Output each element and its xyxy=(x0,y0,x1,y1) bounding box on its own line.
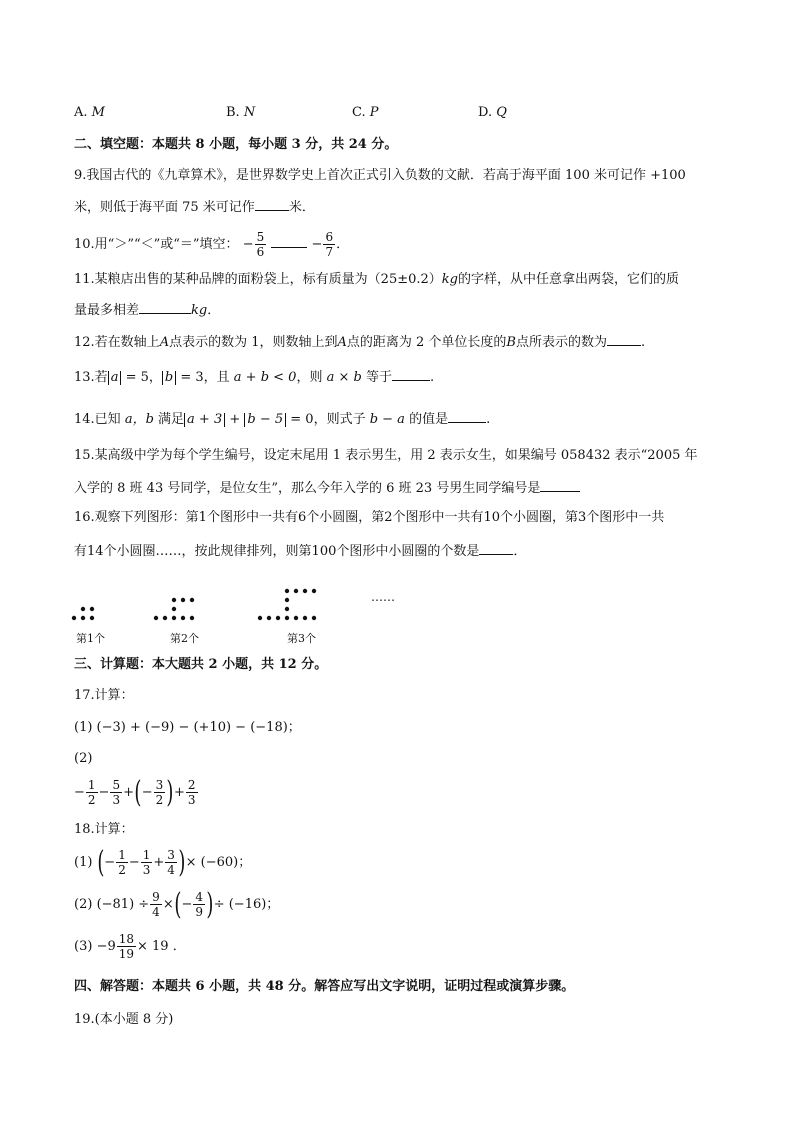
q15-line2: 入学的 8 班 43 号同学，是位女生”，那么今年入学的 6 班 23 号男生同学编号是 xyxy=(74,479,580,498)
q14: 14.已知 a，b 满足 a + 3 + b − 5 = 0，则式子 b − a 的值是 . xyxy=(74,412,491,427)
q9-line2: 米，则低于海平面 75 米可记作 米． xyxy=(74,200,315,215)
option-a: A. M xyxy=(74,105,105,120)
circle-pattern-figure xyxy=(70,562,370,626)
figure-caption-1: 第1个 xyxy=(76,632,105,645)
circle-fig3 xyxy=(285,598,289,602)
circle-fig3 xyxy=(258,616,262,620)
q12: 12.若在数轴上A点表示的数为 1，则数轴上到A点的距离为 2 个单位长度的B点所表示的数为 . xyxy=(74,335,646,350)
circle-fig2 xyxy=(181,616,185,620)
q16-line1: 16.观察下列图形：第1个图形中一共有6个小圆圈，第2个图形中一共有10个小圆圈，第3个图形中一共 xyxy=(74,510,665,525)
circle-fig3 xyxy=(285,589,289,593)
q17-part2-expr: − $\frac{1}{2}$ − $\frac{5}{3}$ +(− $\frac{3}{2}$ )+ $\frac{2}{3}$ xyxy=(74,774,196,810)
q16-line2: 有14个小圆圈……，按此规律排列，则第100个图形中小圆圈的个数是 ． xyxy=(74,544,527,559)
q18-part2: (2) (−81) ÷ $\frac{9}{4}$ ×(− $\frac{4}{9}$ )÷ (−16)； xyxy=(74,886,280,922)
option-d: D. Q xyxy=(478,105,507,120)
circle-fig1 xyxy=(81,616,85,620)
q9-line1: 9.我国古代的《九章算术》，是世界数学史上首次正式引入负数的文献．若高于海平面 100 米可记作 +100 xyxy=(74,168,686,183)
circle-fig2 xyxy=(172,616,176,620)
section-3-title: 三、计算题：本大题共 2 小题，共 12 分。 xyxy=(74,657,328,672)
q13: 13.若 a = 5， b = 3，且 a + b < 0，则 a × b 等于 . xyxy=(74,370,435,385)
circle-fig3 xyxy=(267,616,271,620)
circle-fig1 xyxy=(90,607,94,611)
circle-fig3 xyxy=(312,616,316,620)
circle-fig1 xyxy=(90,616,94,620)
circle-fig2 xyxy=(190,598,194,602)
q11-line1: 11.某粮店出售的某种品牌的面粉袋上，标有质量为（25±0.2）kg的字样，从中任意拿出两袋，它们的质 xyxy=(74,272,680,287)
circle-fig3 xyxy=(303,616,307,620)
option-b: B. N xyxy=(226,105,256,120)
circle-fig2 xyxy=(181,598,185,602)
circle-fig3 xyxy=(294,589,298,593)
q17-title: 17.计算： xyxy=(74,688,134,703)
q19-title: 19.(本小题 8 分) xyxy=(74,1012,174,1027)
circle-fig2 xyxy=(154,616,158,620)
q17-part2-label: (2) xyxy=(74,751,93,766)
section-4-title: 四、解答题：本题共 6 小题，共 48 分。解答应写出文字说明，证明过程或演算步骤。 xyxy=(74,979,575,994)
q10: 10.用“＞”“＜”或“＝”填空： − $\frac{5}{6}$ − $\frac{6}{7}$ ． xyxy=(74,230,350,259)
circle-fig3 xyxy=(276,616,280,620)
circle-fig3 xyxy=(303,589,307,593)
circle-fig2 xyxy=(172,598,176,602)
option-c: C. P xyxy=(352,105,379,120)
q18-title: 18.计算： xyxy=(74,822,134,837)
q18-part3: (3) −9 $\frac{18}{19}$ × 19 ． xyxy=(74,932,186,961)
q18-part1: (1) (− $\frac{1}{2}$ − $\frac{1}{3}$ + $\frac{3}{4}$ )× (−60)； xyxy=(74,844,252,880)
circle-fig2 xyxy=(190,616,194,620)
circle-fig1 xyxy=(81,607,85,611)
circle-fig3 xyxy=(285,607,289,611)
figure-caption-2: 第2个 xyxy=(170,632,199,645)
circle-fig3 xyxy=(312,589,316,593)
q15-line1: 15.某高级中学为每个学生编号，设定末尾用 1 表示男生，用 2 表示女生，如果编号 058432 表示“2005 年 xyxy=(74,448,698,463)
q11-line2: 量最多相差 kg． xyxy=(74,303,221,318)
figure-caption-3: 第3个 xyxy=(287,632,316,645)
circle-fig3 xyxy=(285,616,289,620)
circle-fig3 xyxy=(294,616,298,620)
q17-part1: (1) (−3) + (−9) − (+10) − (−18)； xyxy=(74,720,301,735)
circle-fig2 xyxy=(163,616,167,620)
section-2-title: 二、填空题：本题共 8 小题，每小题 3 分，共 24 分。 xyxy=(74,137,398,152)
circle-fig2 xyxy=(172,607,176,611)
figure-ellipsis: …… xyxy=(371,590,395,604)
circle-fig1 xyxy=(72,616,76,620)
